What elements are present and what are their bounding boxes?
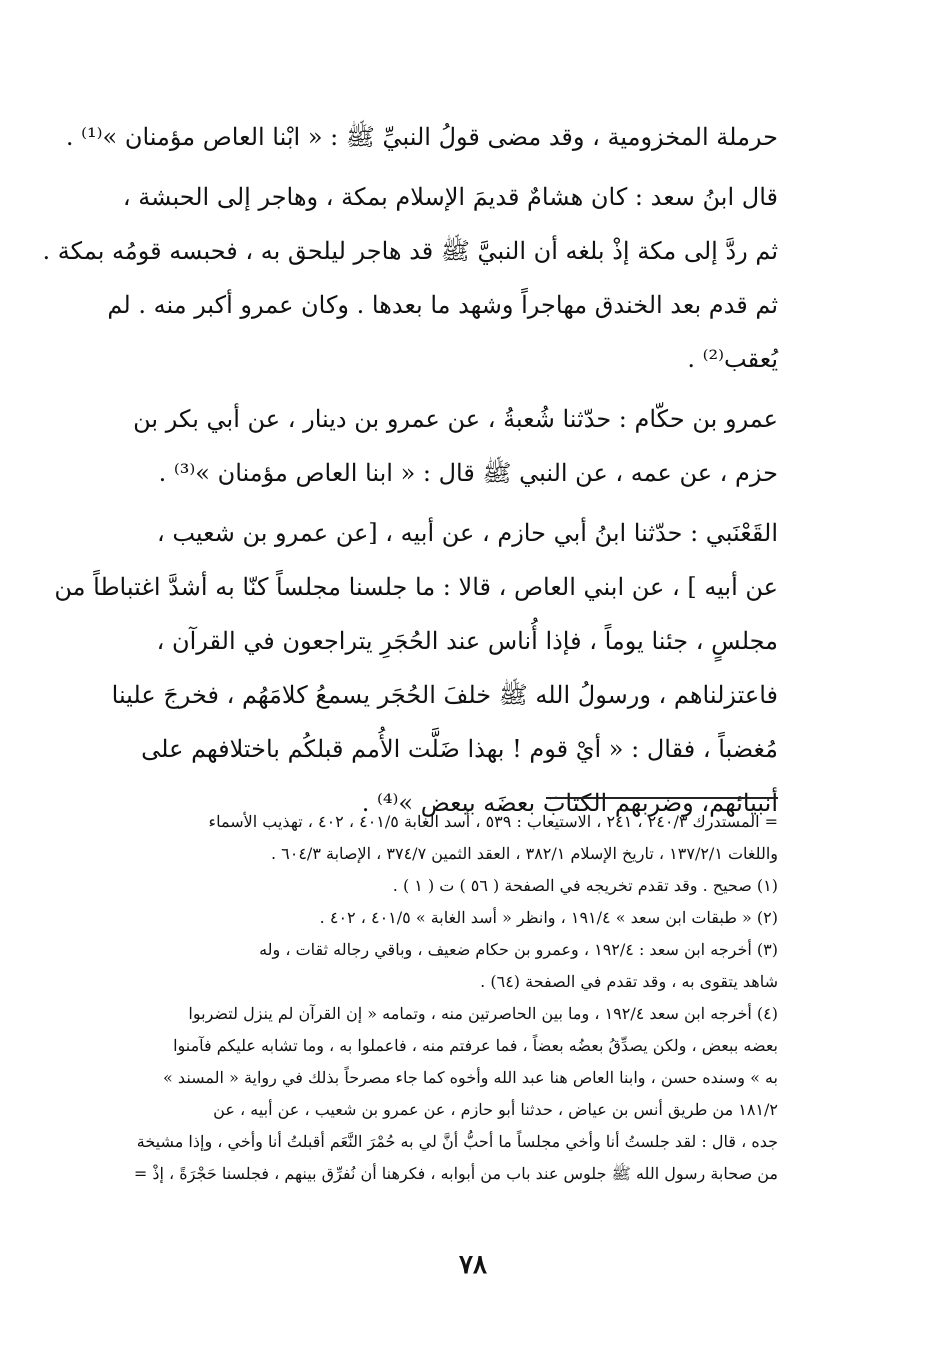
text-line: فاعتزلناهم ، ورسولُ الله ﷺ خلفَ الحُجَر يسمعُ كلامَهُم ، فخرجَ علينا — [111, 681, 778, 709]
text-line: يُعقب⁽²⁾ . — [687, 345, 778, 373]
footnote-line: من صحابة رسول الله ﷺ جلوس عند باب من أبوابه ، فكرهنا أن نُفرِّق بينهم ، فجلسنا حَجْرَةً ، إذْ = — [133, 1164, 778, 1183]
footnote-line: واللغات ١٣٧/٢/١ ، تاريخ الإسلام ٣٨٢/١ ، العقد الثمين ٣٧٤/٧ ، الإصابة ٦٠٤/٣ . — [270, 844, 778, 863]
footnote-divider — [546, 797, 778, 799]
text-line: حرملة المخزومية ، وقد مضى قولُ النبيِّ ﷺ : « ابْنا العاص مؤمنان »⁽¹⁾ . — [65, 123, 778, 151]
paragraph-3 — [112, 392, 778, 500]
footnote-line: = المستدرك ٢٤٠/٣ ، ٢٤١ ، الاستيعاب : ٥٣٩ ، أسد الغابة ٤٠١/٥ ، ٤٠٢ ، تهذيب الأسماء — [208, 812, 778, 831]
text-line: أنبيائهم، وضربهم الكتابَ بعضَه ببعض »⁽⁴⁾ . — [361, 789, 778, 817]
paragraph-1 — [65, 110, 778, 164]
text-line: ثم قدم بعد الخندق مهاجراً وشهد ما بعدها . وكان عمرو أكبر منه . لم — [107, 291, 778, 319]
footnote-line: (٣) أخرجه ابن سعد : ١٩٢/٤ ، وعمرو بن حكام ضعيف ، وباقي رجاله ثقات ، وله — [259, 940, 778, 959]
text-line: ثم ردَّ إلى مكة إذْ بلغه أن النبيَّ ﷺ قد هاجر ليلحق به ، فحبسه قومُه بمكة . — [42, 237, 778, 265]
text-line: مجلسٍ ، جئنا يوماً ، فإذا أُناس عند الحُجَرِ يتراجعون في القرآن ، — [156, 627, 778, 655]
footnote-line: به » وسنده حسن ، وابنا العاص هنا عبد الله وأخوه كما جاء مصرحاً بذلك في رواية « المسند » — [163, 1068, 778, 1087]
page-number: ٧٨ — [459, 1250, 487, 1280]
text-line: عن أبيه ] ، عن ابني العاص ، قالا : ما جلسنا مجلساً كنّا به أشدَّ اغتباطاً من — [54, 573, 778, 601]
main-text — [42, 110, 778, 836]
footnote-line: شاهد يتقوى به ، وقد تقدم في الصفحة (٦٤) . — [480, 972, 778, 991]
text-line: عمرو بن حكّام : حدّثنا شُعبةُ ، عن عمرو بن دينار ، عن أبي بكر بن — [133, 405, 778, 433]
paragraph-2 — [42, 170, 778, 386]
footnote-line: ١٨١/٢ من طريق أنس بن عياض ، حدثنا أبو حازم ، عن عمرو بن شعيب ، عن أبيه ، عن — [213, 1100, 778, 1119]
text-line: حزم ، عن عمه ، عن النبي ﷺ قال : « ابنا العاص مؤمنان »⁽³⁾ . — [158, 459, 778, 487]
text-line: مُغضباً ، فقال : « أيْ قوم ! بهذا ضَلَّت الأُمم قبلكُم باختلافهم على — [141, 735, 778, 763]
paragraph-4 — [54, 506, 778, 830]
text-line: قال ابنُ سعد : كان هشامٌ قديمَ الإسلام بمكة ، وهاجر إلى الحبشة ، — [122, 183, 778, 211]
footnote-line: (٤) أخرجه ابن سعد ١٩٢/٤ ، وما بين الحاصرتين منه ، وتمامه « إن القرآن لم ينزل لتضربوا — [188, 1004, 778, 1023]
text-line: القَعْنَبي : حدّثنا ابنُ أبي حازم ، عن أبيه ، [عن عمرو بن شعيب ، — [156, 519, 778, 547]
footnotes — [112, 806, 778, 1190]
footnote-line: (١) صحيح . وقد تقدم تخريجه في الصفحة ( ٥٦ ) ت ( ١ ) . — [392, 876, 778, 895]
footnote-line: بعضه ببعض ، ولكن يصدِّقُ بعضُه بعضاً ، فما عرفتم منه ، فاعملوا به ، وما تشابه عليكم فآمنوا — [173, 1036, 778, 1055]
footnote-line: جده ، قال : لقد جلستُ أنا وأخي مجلساً ما أحبُّ أنَّ لي به حُمْرَ النَّعَم أقبلتُ أنا وأخي ، وإذا مشيخة — [136, 1132, 778, 1151]
footnote-line: (٢) « طبقات ابن سعد » ١٩١/٤ ، وانظر « أسد الغابة » ٤٠١/٥ ، ٤٠٢ . — [319, 908, 778, 927]
